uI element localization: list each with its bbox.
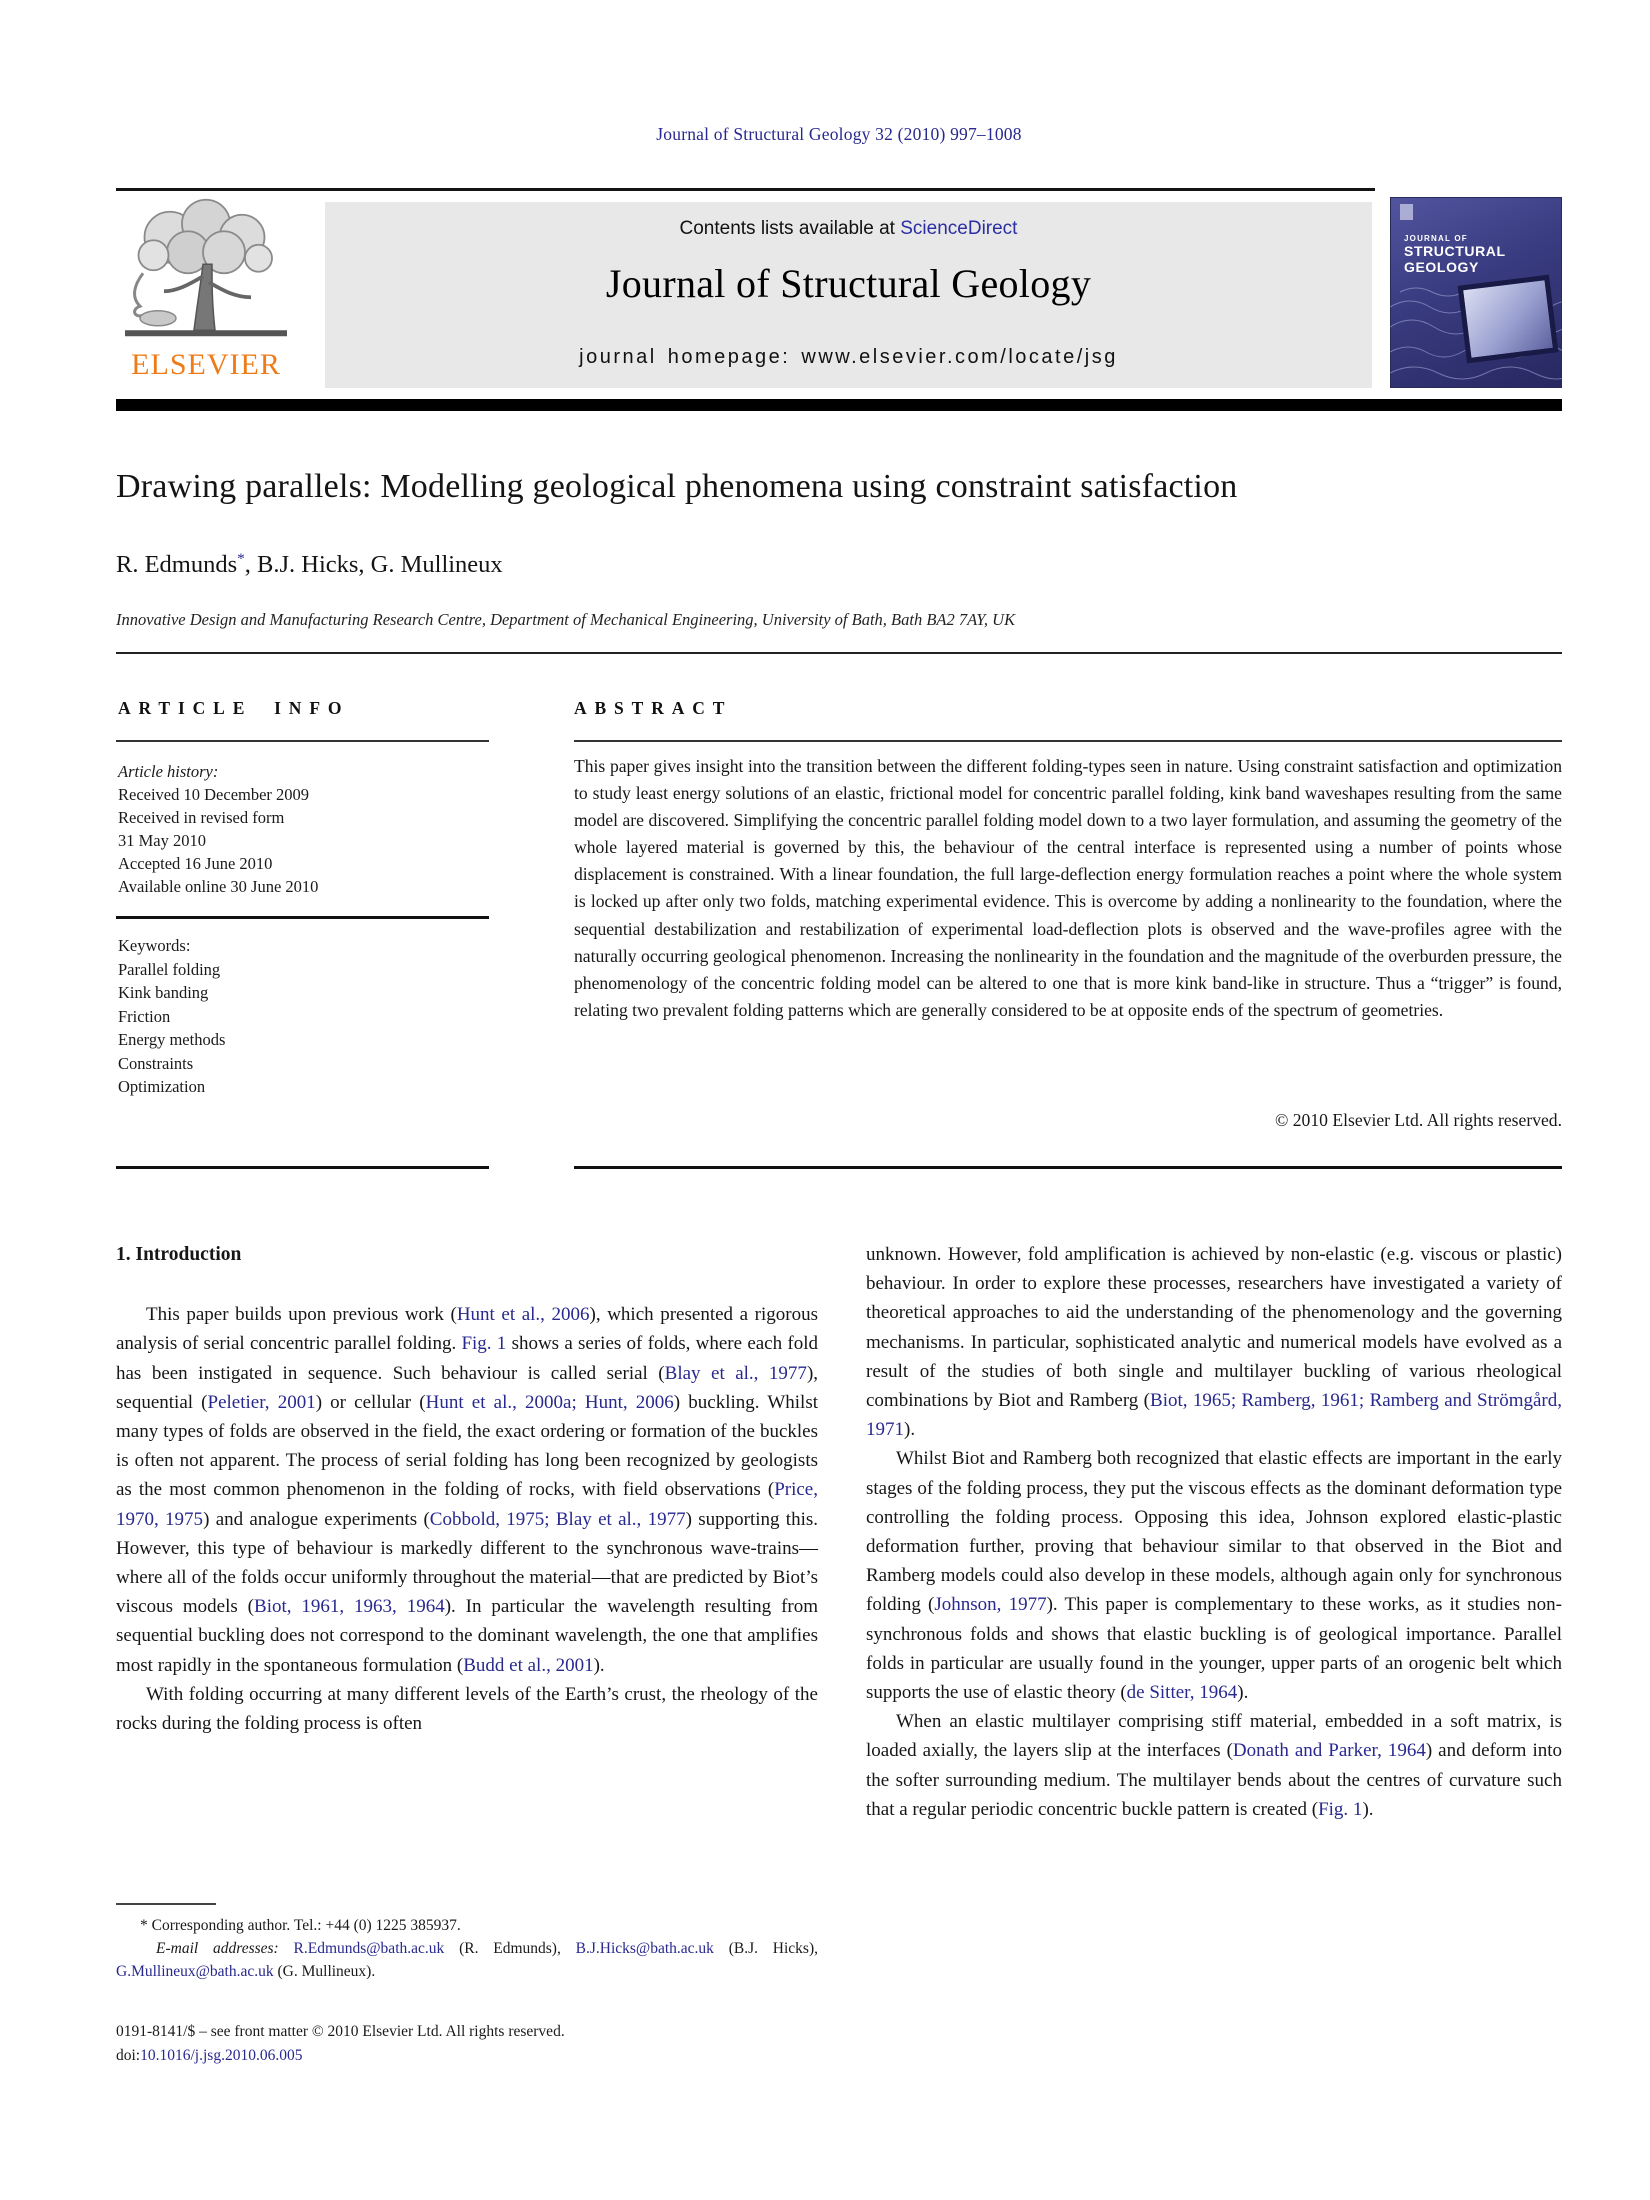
inline-citation-link[interactable]: Hunt et al., 2006 — [456, 1304, 590, 1326]
sciencedirect-link[interactable]: ScienceDirect — [900, 218, 1018, 239]
elsevier-wordmark: ELSEVIER — [131, 348, 281, 381]
inline-citation-link[interactable]: Hunt et al., 2000a; Hunt, 2006 — [425, 1391, 674, 1413]
keyword-item: Optimization — [118, 1077, 206, 1096]
text-segment: (G. Mullineux). — [273, 1962, 376, 1980]
text-segment: ). — [1237, 1682, 1249, 1704]
abstract-heading: ABSTRACT — [574, 698, 733, 718]
cover-crystal-image — [1458, 275, 1559, 364]
inline-citation-link[interactable]: Fig. 1 — [1318, 1798, 1363, 1820]
inline-citation-link[interactable]: Price, 1970, 1975 — [116, 1479, 818, 1530]
history-item: Accepted 16 June 2010 — [118, 854, 273, 873]
affiliation-line: Innovative Design and Manufacturing Research Centre, Department of Mechanical Engineering, University of Bath, Bath BA2 7AY, UK — [116, 610, 1016, 629]
body-column-left — [116, 1240, 818, 1738]
text-segment: ) buckling. Whilst many types of folds are observed in the field, the exact ordering or formation of the buckles is often not apparent. The process of serial folding has long been recognized by geologists as the most common phenomenon in the folding of rocks, with field observations ( — [116, 1391, 818, 1501]
text-segment: When an elastic multilayer comprising stiff material, embedded in a soft matrix, is loaded axially, the layers slip at the interfaces ( — [866, 1711, 1562, 1762]
history-item: Received in revised form — [118, 808, 285, 827]
inline-citation-link[interactable]: Fig. 1 — [461, 1333, 507, 1355]
intro-paragraph-2 — [116, 1680, 818, 1738]
keyword-item: Parallel folding — [118, 959, 221, 979]
keywords-block — [118, 934, 490, 1099]
footer-block — [116, 2020, 916, 2068]
text-segment: E-mail addresses: — [156, 1939, 294, 1957]
text-segment: (B.J. Hicks), — [713, 1939, 818, 1957]
running-head-citation: Journal of Structural Geology 32 (2010) 997–1008 — [656, 124, 1022, 144]
email-link[interactable]: G.Mullineux@bath.ac.uk — [116, 1962, 274, 1980]
journal-title: Journal of Structural Geology — [605, 261, 1092, 306]
cover-title-line3: GEOLOGY — [1404, 258, 1479, 275]
text-segment: ) or cellular ( — [315, 1391, 426, 1413]
inline-citation-link[interactable]: de Sitter, 1964 — [1126, 1682, 1238, 1704]
homepage-line — [325, 346, 1372, 369]
authors-line — [116, 550, 1316, 579]
homepage-prefix: journal homepage: — [579, 346, 802, 368]
doi-line — [116, 2044, 916, 2068]
text-segment: unknown. However, fold amplification is achieved by non-elastic (e.g. viscous or plastic) behaviour. In order to explore these processes, researchers have investigated a variety of theoretical approaches to aid the understanding of the phenomenology and the governing mechanisms. In particular, sophisticated analytic and numerical models have evolved as a result of the studies of both single and multilayer buckling of various rheological combinations by Biot and Ramberg ( — [866, 1244, 1562, 1412]
keyword-item: Constraints — [118, 1053, 194, 1073]
article-info-rule-mid — [116, 916, 489, 919]
intro-paragraph-4 — [866, 1444, 1562, 1707]
abstract-text: This paper gives insight into the transition between the different folding-types seen in nature. Using constraint satisfaction and optimization to study least energy solutions of an elastic, frictional model for concentric parallel folding, kink band waveshapes resulting from the same model are discovered. Simplifying the concentric parallel folding model down to a two layer formulation, and assuming the geometry of the whole layered material is governed by this, the behaviour of the central interface is represented using a number of points whose displacement is constrained. With a linear foundation, the full large-deflection energy formulation reaches a point where the whole system is locked up after only two folds, matching experimental evidence. This is overcome by adding a nonlinearity to the foundation, where the sequential destabilization and restabilization of experimental load-deflection plots is observed and the wave-profiles agree with the naturally occurring geological phenomenon. Increasing the nonlinearity in the foundation and the magnitude of the overburden pressure, the phenomenology of the concentric folding model can be altered to one that is more kink band-like in structure. Thus a “trigger” is found, relating two prevalent folding patterns which are generally considered to be at opposite ends of the spectrum of geometries. — [574, 756, 1562, 1020]
section-1-heading: 1. Introduction — [116, 1244, 242, 1265]
text-segment: ), which presented a rigorous analysis of serial concentric parallel folding. — [116, 1304, 818, 1355]
history-item: Available online 30 June 2010 — [118, 877, 319, 896]
text-segment: ). This paper is complementary to these works, as it studies non-synchronous folds and shows that elastic buckling is of geological importance. Parallel folds in particular are usually found in the younger, upper parts of an orogenic belt which supports the use of elastic theory ( — [866, 1594, 1563, 1704]
article-title: Drawing parallels: Modelling geological phenomena using constraint satisfaction — [116, 468, 1238, 505]
header-top-rule — [116, 188, 1375, 191]
inline-citation-link[interactable]: Peletier, 2001 — [207, 1391, 316, 1413]
cover-title — [1404, 235, 1506, 275]
text-segment: * Corresponding author. Tel.: +44 (0) 1225 385937. — [140, 1916, 461, 1934]
inline-citation-link[interactable]: Budd et al., 2001 — [463, 1654, 594, 1676]
footnote-rule — [116, 1903, 216, 1905]
text-segment: ) supporting this. However, this type of behaviour is markedly different to the synchronous wave-trains—where all of the folds occur uniformly throughout the material—that are predicted by Biot’s viscous models ( — [116, 1508, 819, 1618]
keyword-item: Energy methods — [118, 1030, 226, 1049]
elsevier-logo[interactable] — [100, 198, 312, 390]
email-link[interactable]: B.J.Hicks@bath.ac.uk — [575, 1939, 714, 1957]
article-info-rule-bottom — [116, 1166, 489, 1169]
cover-title-line1: JOURNAL OF — [1404, 234, 1468, 243]
cover-title-line2: STRUCTURAL — [1404, 242, 1506, 259]
text-segment: doi: — [116, 2047, 141, 2064]
email-addresses-note — [116, 1937, 818, 1983]
article-history-block — [118, 760, 490, 898]
doi-link[interactable]: 10.1016/j.jsg.2010.06.005 — [140, 2047, 303, 2064]
keyword-item: Kink banding — [118, 983, 209, 1002]
contents-line — [325, 218, 1372, 240]
inline-citation-link[interactable]: Blay et al., 1977 — [664, 1362, 807, 1384]
inline-citation-link[interactable]: Biot, 1961, 1963, 1964 — [254, 1596, 445, 1618]
intro-paragraph-5 — [866, 1707, 1562, 1824]
history-item: Received 10 December 2009 — [118, 785, 310, 804]
text-segment: shows a series of folds, where each fold has been instigated in sequence. Such behaviour is called serial ( — [116, 1333, 818, 1384]
footnote-block — [116, 1903, 818, 1983]
header-divider-bar — [116, 399, 1562, 411]
inline-citation-link[interactable]: Biot, 1965; Ramberg, 1961; Ramberg and Strömgård, 1971 — [866, 1390, 1563, 1441]
text-segment: ) and deform into the softer surrounding medium. The multilayer bends about the centres of curvature such that a regular periodic concentric buckle pattern is created ( — [866, 1740, 1563, 1820]
cover-publisher-mark — [1400, 204, 1413, 220]
text-segment: 0191-8141/$ – see front matter © 2010 Elsevier Ltd. All rights reserved. — [116, 2023, 565, 2040]
journal-cover-thumbnail[interactable] — [1390, 197, 1562, 388]
elsevier-tree-icon — [113, 198, 299, 350]
email-link[interactable]: R.Edmunds@bath.ac.uk — [293, 1939, 445, 1957]
intro-paragraph-1 — [116, 1300, 818, 1680]
history-item: 31 May 2010 — [118, 831, 206, 850]
text-segment: Whilst Biot and Ramberg both recognized that elastic effects are important in the early stages of the folding process, they put the viscous effects as the dominant deformation type controlling the folding process. Opposing this idea, Johnson explored elastic-plastic deformation further, proving that behaviour similar to that observed in the Biot and Ramberg models could also develop in these models, although again only for synchronous folding ( — [866, 1448, 1562, 1616]
journal-header-band — [325, 202, 1372, 388]
abstract-rule-bottom — [574, 1166, 1562, 1169]
text-segment: (R. Edmunds), — [444, 1939, 576, 1957]
text-segment: , B.J. Hicks, G. Mullineux — [244, 551, 503, 579]
text-segment: ) and analogue experiments ( — [203, 1508, 430, 1530]
keyword-item: Friction — [118, 1006, 171, 1026]
corresponding-author-note — [116, 1914, 818, 1937]
inline-citation-link[interactable]: Johnson, 1977 — [934, 1594, 1047, 1616]
text-segment: This paper builds upon previous work ( — [146, 1304, 457, 1326]
affiliation-rule — [116, 652, 1562, 654]
intro-paragraph-3 — [866, 1240, 1562, 1444]
text-segment: ). — [1362, 1798, 1374, 1820]
keywords-label: Keywords: — [118, 936, 191, 955]
text-segment: With folding occurring at many different levels of the Earth’s crust, the rheology of the rocks during the folding process is often — [116, 1683, 818, 1735]
text-segment: ). — [904, 1419, 916, 1441]
article-info-heading: ARTICLE INFO — [118, 698, 350, 718]
text-segment: R. Edmunds — [116, 551, 238, 579]
inline-citation-link[interactable]: Donath and Parker, 1964 — [1232, 1740, 1426, 1762]
body-column-right — [866, 1240, 1562, 1824]
homepage-url-link[interactable]: www.elsevier.com/locate/jsg — [801, 346, 1118, 368]
inline-citation-link[interactable]: Cobbold, 1975; Blay et al., 1977 — [429, 1508, 686, 1530]
abstract-rule-top — [574, 740, 1562, 742]
issn-copyright-line — [116, 2020, 916, 2044]
text-segment: ), sequential ( — [116, 1362, 819, 1413]
text-segment: ). — [593, 1654, 605, 1676]
contents-prefix: Contents lists available at — [679, 218, 901, 239]
article-history-label: Article history: — [118, 762, 219, 781]
abstract-copyright: © 2010 Elsevier Ltd. All rights reserved. — [1275, 1110, 1562, 1130]
text-segment: ). In particular the wavelength resulting from sequential buckling does not correspond to the dominant wavelength, the one that amplifies most rapidly in the spontaneous formulation ( — [116, 1596, 818, 1676]
article-info-rule-top — [116, 740, 489, 742]
corresponding-author-marker[interactable]: * — [237, 550, 245, 567]
